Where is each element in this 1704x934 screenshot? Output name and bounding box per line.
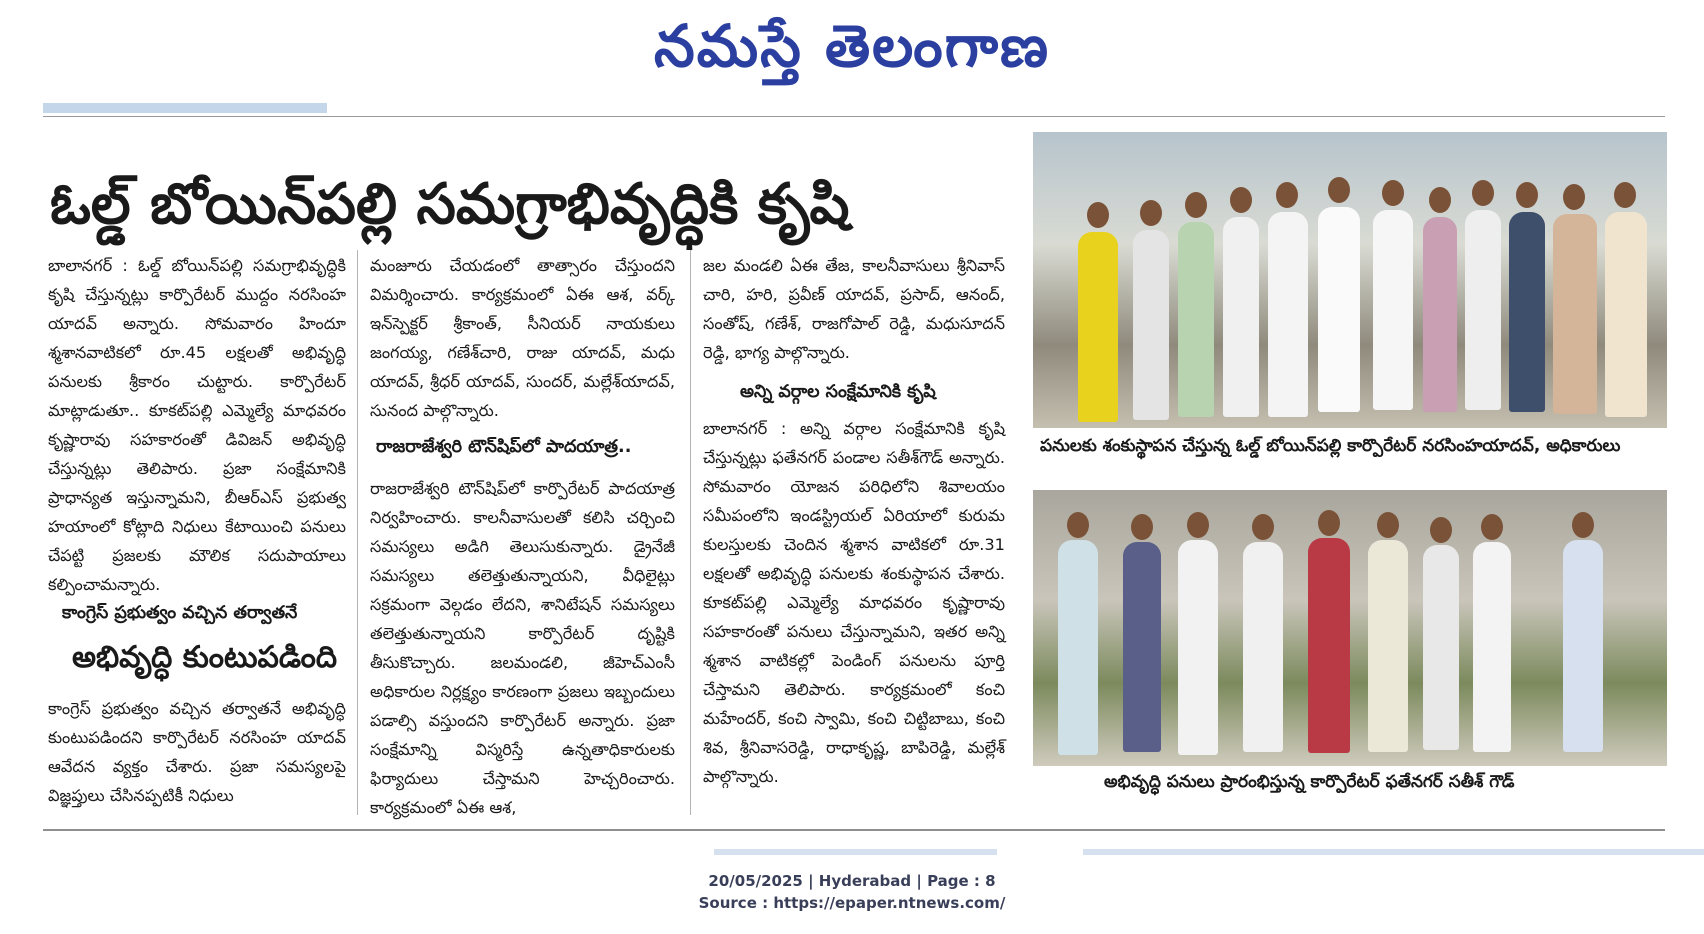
photo-caption-1: పనులకు శంకుస్థాపన చేస్తున్న ఓల్డ్ బోయిన్‌పల్లి కార్పొరేటర్ నరసింహయాదవ్, అధికారులు	[1040, 436, 1621, 456]
column-divider	[690, 250, 691, 815]
footer-accent-bar	[1083, 849, 1704, 855]
article-column-3-part-2	[703, 414, 1005, 814]
article-column-3-part-1	[703, 251, 1005, 369]
header-accent-bar	[43, 103, 327, 113]
article-paragraph: మంజూరు చేయడంలో తాత్సారం చేస్తుందని విమర్శించారు. కార్యక్రమంలో ఏఈ ఆశ, వర్క్ ఇన్‌స్పెక్టర్ శ్రీకాంత్, సీనియర్ నాయకులు జంగయ్య, గణేశ్‌చారి, రాజు యాదవ్, మధు యాదవ్, శ్రీధర్ యాదవ్, సుందర్, మల్లేశ్‌యాదవ్, సునంద పాల్గొన్నారు.	[370, 256, 675, 420]
article-headline: ఓల్డ్ బోయిన్‌పల్లి సమగ్రాభివృద్ధికి కృషి	[50, 172, 850, 237]
subheading-small: కాంగ్రెస్ ప్రభుత్వం వచ్చిన తర్వాతనే	[62, 603, 298, 623]
article-paragraph: బాలానగర్ : ఓల్డ్ బోయిన్‌పల్లి సమగ్రాభివృద్ధికి కృషి చేస్తున్నట్లు కార్పొరేటర్ ముద్దం నరసింహ యాదవ్ అన్నారు. సోమవారం హిందూ శ్మశానవాటికలో రూ.45 లక్షలతో అభివృద్ధి పనులకు శ్రీకారం చుట్టారు. కార్పొరేటర్ మాట్లాడుతూ.. కూకట్‌పల్లి ఎమ్మెల్యే మాధవరం కృష్ణారావు సహకారంతో డివిజన్ అభివృద్ధి చేస్తున్నట్లు తెలిపారు. ప్రజా సంక్షేమానికి ప్రాధాన్యత ఇస్తున్నామని, బీఆర్ఎస్ ప్రభుత్వ హయాంలో కోట్లాది నిధులు కేటాయించి పనులు చేపట్టి ప్రజలకు మౌలిక సదుపాయాలు కల్పించామన్నారు.	[48, 256, 346, 594]
article-column-2-part-2	[370, 474, 675, 817]
article-column-1-part-1	[48, 251, 346, 594]
column-divider	[357, 250, 358, 815]
subheading-padayatra: రాజరాజేశ్వరి టౌన్‌షిప్‌లో పాదయాత్ర..	[376, 437, 632, 457]
article-column-1-part-2	[48, 694, 346, 814]
article-paragraph: రాజరాజేశ్వరి టౌన్‌షిప్‌లో కార్పొరేటర్ పాదయాత్ర నిర్వహించారు. కాలనీవాసులతో కలిసి చర్చించి సమస్యలు అడిగి తెలుసుకున్నారు. డ్రైనేజీ సమస్యలు తలెత్తుతున్నాయని, వీధిలైట్లు సక్రమంగా వెల్గడం లేదని, శానిటేషన్ సమస్యలు తలెత్తుతున్నాయని కార్పొరేటర్ దృష్టికి తీసుకొచ్చారు. జలమండలి, జీహెచ్ఎంసీ అధికారుల నిర్లక్ష్యం కారణంగా ప్రజలు ఇబ్బందులు పడాల్సి వస్తుందని కార్పొరేటర్ అన్నారు. ప్రజా సంక్షేమాన్ని విస్మరిస్తే ఉన్నతాధికారులకు ఫిర్యాదులు చేస్తామని హెచ్చరించారు. కార్యక్రమంలో ఏఈ ఆశ,	[370, 479, 675, 817]
subheading-welfare: అన్ని వర్గాల సంక్షేమానికి కృషి	[740, 382, 936, 402]
footer-source-link[interactable]: Source : https://epaper.ntnews.com/	[698, 894, 1006, 912]
page-bottom-rule	[43, 829, 1665, 831]
article-paragraph: కాంగ్రెస్ ప్రభుత్వం వచ్చిన తర్వాతనే అభివృద్ధి కుంటుపడిందని కార్పొరేటర్ నరసింహ యాదవ్ ఆవేదన వ్యక్తం చేశారు. ప్రజా సమస్యలపై విజ్ఞప్తులు చేసినప్పటికీ నిధులు	[48, 699, 346, 805]
article-column-2-part-1	[370, 251, 675, 426]
newspaper-masthead: నమస్తే తెలంగాణ	[654, 12, 1050, 80]
footer-accent-bar	[714, 849, 997, 855]
footer-date-page: 20/05/2025 | Hyderabad | Page : 8	[708, 872, 996, 890]
article-paragraph: జల మండలి ఏఈ తేజ, కాలనీవాసులు శ్రీనివాస్ చారి, హరి, ప్రవీణ్ యాదవ్, ప్రసాద్, ఆనంద్, సంతోష్, గణేశ్, రాజగోపాల్ రెడ్డి, మధుసూదన్ రెడ్డి, భాగ్య పాల్గొన్నారు.	[703, 256, 1005, 362]
subheading-large: అభివృద్ధి కుంటుపడింది	[72, 640, 337, 675]
article-paragraph: బాలానగర్ : అన్ని వర్గాల సంక్షేమానికి కృషి చేస్తున్నట్లు ఫతేనగర్ పండాల సతీశ్‌గౌడ్ అన్నారు. సోమవారం యోజన పరిధిలోని శివాలయం సమీపంలోని ఇండస్ట్రియల్ ఏరియాలో కురుమ కులస్తులకు చెందిన శ్మశాన వాటికలో రూ.31 లక్షలతో అభివృద్ధి పనులకు శంకుస్థాపన చేశారు. కూకట్‌పల్లి ఎమ్మెల్యే మాధవరం కృష్ణారావు సహకారంతో పనులు చేస్తున్నామని, ఇతర అన్ని శ్మశాన వాటికల్లో పెండింగ్ పనులను పూర్తి చేస్తామని తెలిపారు. కార్యక్రమంలో కంచి మహేందర్, కంచి స్వామి, కంచి చిట్టిబాబు, కంచి శివ, శ్రీనివాసరెడ్డి, రాధాకృష్ణ, బాపిరెడ్డి, మల్లేశ్ పాల్గొన్నారు.	[703, 419, 1005, 786]
photo-development-works	[1033, 490, 1667, 766]
photo-caption-2: అభివృద్ధి పనులు ప్రారంభిస్తున్న కార్పొరేటర్ ఫతేనగర్ సతీశ్ గౌడ్	[1104, 772, 1515, 792]
header-divider	[43, 116, 1665, 117]
photo-foundation-ceremony	[1033, 132, 1667, 428]
